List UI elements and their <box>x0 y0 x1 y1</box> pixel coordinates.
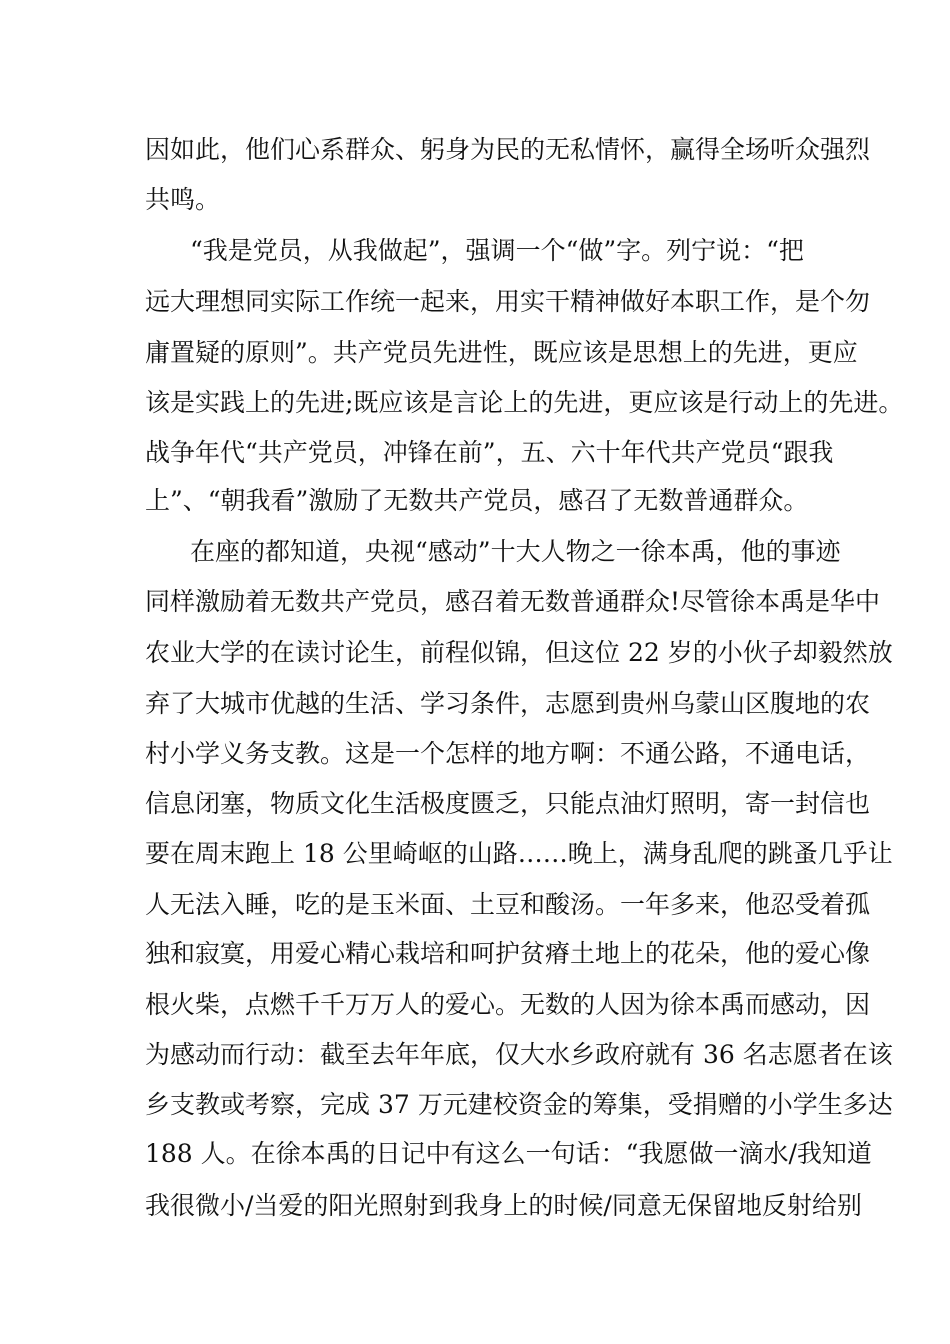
text-line: 根火柴，点燃千千万万人的爱心。无数的人因为徐本禹而感动，因 <box>145 990 871 1019</box>
text-line: 因如此，他们心系群众、躬身为民的无私情怀，赢得全场听众强烈 <box>145 135 871 164</box>
text-line: 庸置疑的原则”。共产党员先进性，既应该是思想上的先进，更应 <box>145 338 858 367</box>
text-line: 要在周末跑上 18 公里崎岖的山路……晚上，满身乱爬的跳蚤几乎让 <box>145 839 893 868</box>
text-line: 共鸣。 <box>145 185 221 214</box>
text-line: 农业大学的在读讨论生，前程似锦，但这位 22 岁的小伙子却毅然放 <box>145 638 893 667</box>
text-line: 弃了大城市优越的生活、学习条件，志愿到贵州乌蒙山区腹地的农 <box>145 689 871 718</box>
text-line: 为感动而行动：截至去年年底，仅大水乡政府就有 36 名志愿者在该 <box>145 1040 893 1069</box>
text-line: 信息闭塞，物质文化生活极度匮乏，只能点油灯照明，寄一封信也 <box>145 789 871 818</box>
text-line: 人无法入睡，吃的是玉米面、土豆和酸汤。一年多来，他忍受着孤 <box>145 890 871 919</box>
paragraph-start-line: “我是党员，从我做起”，强调一个“做”字。列宁说：“把 <box>190 236 804 265</box>
text-line: 188 人。在徐本禹的日记中有这么一句话：“我愿做一滴水/我知道 <box>145 1139 872 1168</box>
text-line: 我很微小/当爱的阳光照射到我身上的时候/同意无保留地反射给别 <box>145 1191 862 1220</box>
text-line: 上”、“朝我看”激励了无数共产党员，感召了无数普通群众。 <box>145 486 809 515</box>
text-line: 战争年代“共产党员，冲锋在前”，五、六十年代共产党员“跟我 <box>145 438 834 467</box>
text-line: 同样激励着无数共产党员，感召着无数普通群众!尽管徐本禹是华中 <box>145 587 881 616</box>
text-line: 远大理想同实际工作统一起来，用实干精神做好本职工作，是个勿 <box>145 287 871 316</box>
text-line: 乡支教或考察，完成 37 万元建校资金的筹集，受捐赠的小学生多达 <box>145 1090 893 1119</box>
text-line: 独和寂寞，用爱心精心栽培和呵护贫瘠土地上的花朵，他的爱心像 <box>145 939 871 968</box>
text-line: 村小学义务支教。这是一个怎样的地方啊：不通公路，不通电话， <box>145 739 871 768</box>
paragraph-start-line: 在座的都知道，央视“感动”十大人物之一徐本禹，他的事迹 <box>190 537 841 566</box>
text-line: 该是实践上的先进;既应该是言论上的先进，更应该是行动上的先进。 <box>145 388 904 417</box>
